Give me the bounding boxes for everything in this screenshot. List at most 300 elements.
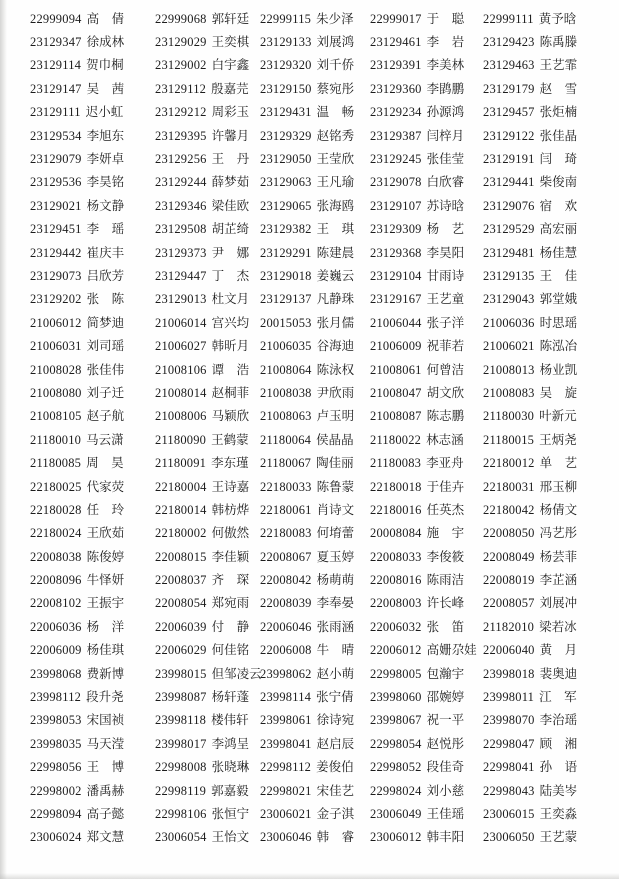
roster-entry — [260, 664, 370, 682]
student-id: 22998056 — [30, 760, 82, 775]
roster-entry — [30, 734, 155, 752]
table-row — [30, 638, 615, 661]
roster-entry — [30, 687, 155, 705]
roster-entry — [370, 383, 483, 401]
roster-entry — [260, 219, 370, 237]
student-id: 21006035 — [260, 339, 312, 354]
student-name: 李昊阳 — [426, 245, 465, 260]
roster-entry — [155, 734, 260, 752]
roster-table — [30, 6, 615, 848]
student-name: 闫梓月 — [426, 128, 465, 143]
student-name: 金子淇 — [316, 806, 355, 821]
table-row — [30, 123, 615, 146]
student-name: 王凡瑜 — [316, 175, 355, 190]
student-name: 黄 月 — [539, 643, 578, 658]
roster-entry — [30, 640, 155, 658]
roster-entry — [260, 55, 370, 73]
roster-entry — [260, 593, 370, 611]
roster-entry — [483, 453, 615, 471]
student-name: 王怡文 — [211, 830, 250, 845]
student-name: 侯晶晶 — [316, 432, 354, 447]
roster-entry — [30, 664, 155, 682]
student-name: 杨佳慧 — [539, 245, 578, 260]
student-name: 何傲然 — [211, 526, 250, 541]
roster-entry — [483, 149, 615, 167]
table-row — [30, 76, 615, 99]
roster-entry — [30, 336, 155, 354]
roster-entry — [260, 570, 370, 588]
student-id: 21180090 — [155, 432, 207, 447]
student-name: 高姗尕娃 — [426, 643, 477, 658]
student-name: 郑文慧 — [86, 830, 125, 845]
student-name: 黄予晗 — [538, 11, 577, 26]
roster-entry — [483, 687, 615, 705]
student-name: 王鹤蒙 — [211, 432, 249, 447]
roster-entry — [155, 32, 260, 50]
table-row — [30, 801, 615, 824]
student-name: 施 宇 — [426, 526, 465, 541]
table-row — [30, 6, 615, 29]
student-id: 22008039 — [260, 596, 312, 611]
student-id: 22999111 — [483, 11, 534, 26]
roster-entry — [260, 710, 370, 728]
student-name: 白宇鑫 — [211, 58, 250, 73]
student-id: 23129382 — [260, 222, 312, 237]
table-row — [30, 684, 615, 707]
roster-entry — [483, 219, 615, 237]
student-id: 21006014 — [155, 315, 207, 330]
student-id: 23129179 — [483, 81, 535, 96]
roster-entry — [155, 79, 260, 97]
roster-entry — [483, 781, 615, 799]
roster-entry — [370, 547, 483, 565]
student-name: 冯艺彤 — [539, 526, 578, 541]
student-name: 杨 艺 — [426, 222, 465, 237]
student-name: 顾 湘 — [539, 736, 578, 751]
student-id: 23129050 — [260, 152, 312, 167]
student-id: 23998070 — [483, 713, 535, 728]
student-name: 赵悦彤 — [426, 736, 465, 751]
student-name: 潘禹赫 — [86, 783, 125, 798]
roster-entry — [483, 196, 615, 214]
student-name: 何堉蕾 — [316, 526, 355, 541]
student-name: 陈泳权 — [316, 362, 355, 377]
student-name: 杨业凯 — [539, 362, 578, 377]
roster-entry — [155, 500, 260, 518]
roster-entry — [370, 266, 483, 284]
student-name: 徐诗宛 — [316, 713, 355, 728]
student-id: 21008064 — [260, 362, 312, 377]
student-name: 简梦迪 — [86, 315, 125, 330]
roster-entry — [483, 32, 615, 50]
roster-entry — [483, 570, 615, 588]
student-name: 韩枋烨 — [211, 502, 250, 517]
student-id: 22008042 — [260, 573, 312, 588]
student-id: 23129107 — [370, 198, 422, 213]
student-name: 赵子航 — [86, 409, 125, 424]
roster-entry — [155, 570, 260, 588]
student-name: 李昊铭 — [86, 175, 125, 190]
roster-entry — [370, 172, 483, 190]
roster-entry — [370, 360, 483, 378]
roster-entry — [260, 313, 370, 331]
table-row — [30, 333, 615, 356]
student-name: 李美林 — [426, 58, 465, 73]
roster-entry — [155, 664, 260, 682]
student-id: 23129481 — [483, 245, 535, 260]
student-id: 22006008 — [260, 643, 312, 658]
student-name: 高子懿 — [86, 806, 125, 821]
roster-entry — [260, 781, 370, 799]
student-name: 任 玲 — [86, 502, 125, 517]
student-id: 23129021 — [30, 198, 82, 213]
roster-entry — [483, 172, 615, 190]
table-row — [30, 217, 615, 240]
roster-entry — [30, 827, 155, 845]
roster-entry — [260, 126, 370, 144]
student-id: 22180024 — [30, 526, 82, 541]
roster-entry — [155, 827, 260, 845]
student-id: 22998041 — [483, 760, 535, 775]
student-id: 23129360 — [370, 81, 422, 96]
student-id: 23998067 — [370, 713, 422, 728]
student-id: 22180004 — [155, 479, 207, 494]
student-id: 21180022 — [370, 432, 422, 447]
roster-entry — [155, 336, 260, 354]
roster-entry — [370, 734, 483, 752]
student-name: 郑宛雨 — [211, 596, 250, 611]
student-id: 23129114 — [30, 58, 82, 73]
student-id: 23998017 — [155, 736, 207, 751]
student-name: 张子洋 — [426, 315, 465, 330]
roster-entry — [30, 804, 155, 822]
student-id: 23129111 — [30, 105, 81, 120]
student-id: 23998061 — [260, 713, 312, 728]
student-name: 韩丰阳 — [426, 830, 465, 845]
student-name: 刘司瑶 — [86, 339, 125, 354]
roster-entry — [260, 9, 370, 27]
student-name: 蔡宛彤 — [316, 81, 355, 96]
table-row — [30, 310, 615, 333]
roster-entry — [370, 570, 483, 588]
student-name: 杨萌萌 — [316, 573, 355, 588]
roster-entry — [370, 243, 483, 261]
student-name: 肖诗文 — [316, 502, 355, 517]
roster-entry — [30, 313, 155, 331]
student-id: 23129104 — [370, 268, 422, 283]
student-id: 23129244 — [155, 175, 207, 190]
student-id: 23129167 — [370, 292, 422, 307]
student-name: 刘千侨 — [316, 58, 355, 73]
student-id: 20008084 — [370, 526, 422, 541]
student-id: 23129078 — [370, 175, 422, 190]
student-name: 杨文静 — [86, 198, 125, 213]
roster-entry — [483, 523, 615, 541]
roster-entry — [370, 500, 483, 518]
student-name: 徐成林 — [86, 35, 125, 50]
student-id: 23129442 — [30, 245, 82, 260]
student-name: 李 瑶 — [86, 222, 125, 237]
student-name: 薛梦茹 — [211, 175, 250, 190]
student-name: 裴奥迪 — [539, 666, 578, 681]
student-name: 杨佳琪 — [86, 643, 125, 658]
student-id: 22998119 — [155, 783, 207, 798]
roster-entry — [483, 383, 615, 401]
student-name: 杨 洋 — [86, 619, 125, 634]
student-id: 21180030 — [483, 409, 535, 424]
roster-entry — [483, 734, 615, 752]
student-id: 21180085 — [30, 456, 82, 471]
student-name: 张月儒 — [316, 315, 355, 330]
roster-entry — [370, 126, 483, 144]
student-id: 21008013 — [483, 362, 535, 377]
roster-entry — [30, 32, 155, 50]
student-name: 但邹凌云 — [211, 666, 262, 681]
student-name: 吴 茜 — [86, 81, 125, 96]
roster-entry — [155, 243, 260, 261]
roster-entry — [30, 570, 155, 588]
student-name: 陈建晨 — [316, 245, 355, 260]
roster-entry — [30, 617, 155, 635]
student-name: 杨倩文 — [539, 502, 578, 517]
student-id: 22008016 — [370, 573, 422, 588]
student-name: 李鸿呈 — [211, 736, 250, 751]
roster-entry — [370, 55, 483, 73]
student-id: 22998112 — [260, 760, 312, 775]
student-id: 22998106 — [155, 806, 207, 821]
student-id: 22180002 — [155, 526, 207, 541]
student-id: 21008038 — [260, 385, 312, 400]
student-id: 22998024 — [370, 783, 422, 798]
student-id: 23998015 — [155, 666, 207, 681]
student-id: 22998043 — [483, 783, 535, 798]
student-id: 23129063 — [260, 175, 312, 190]
student-name: 张佳伟 — [86, 362, 125, 377]
student-id: 23129451 — [30, 222, 82, 237]
student-name: 刘展鸿 — [316, 35, 355, 50]
student-id: 23129534 — [30, 128, 82, 143]
student-id: 23129043 — [483, 292, 535, 307]
student-id: 23129387 — [370, 128, 422, 143]
roster-entry — [260, 383, 370, 401]
roster-entry — [260, 172, 370, 190]
roster-entry — [30, 593, 155, 611]
student-id: 21006036 — [483, 315, 535, 330]
roster-entry — [155, 9, 260, 27]
student-id: 22180033 — [260, 479, 312, 494]
student-id: 21180010 — [30, 432, 82, 447]
roster-entry — [155, 593, 260, 611]
roster-entry — [260, 289, 370, 307]
roster-entry — [155, 149, 260, 167]
student-name: 王艺蒙 — [539, 830, 578, 845]
student-name: 凡静珠 — [316, 292, 355, 307]
student-id: 23129013 — [155, 292, 207, 307]
student-name: 张海鸥 — [316, 198, 355, 213]
student-name: 单 艺 — [539, 456, 578, 471]
student-id: 20015053 — [260, 315, 312, 330]
student-name: 李佳颖 — [211, 549, 250, 564]
student-id: 21008047 — [370, 385, 422, 400]
student-id: 22008050 — [483, 526, 535, 541]
scan-shadow-bottom — [0, 873, 619, 879]
student-id: 22180012 — [483, 456, 535, 471]
student-name: 张佳晶 — [539, 128, 578, 143]
student-name: 刘子迁 — [86, 385, 125, 400]
student-id: 22008037 — [155, 573, 207, 588]
student-id: 22998021 — [260, 783, 312, 798]
roster-entry — [155, 360, 260, 378]
student-name: 尹 娜 — [211, 245, 250, 260]
student-id: 23998087 — [155, 690, 207, 705]
student-id: 23998060 — [370, 690, 422, 705]
student-name: 丁 杰 — [211, 268, 250, 283]
roster-entry — [155, 313, 260, 331]
student-name: 齐 琛 — [211, 573, 250, 588]
student-id: 22006046 — [260, 619, 312, 634]
student-name: 林志涵 — [426, 432, 464, 447]
roster-entry — [370, 664, 483, 682]
student-name: 王奕淼 — [539, 806, 578, 821]
student-id: 23998018 — [483, 666, 535, 681]
student-name: 王诗嘉 — [211, 479, 250, 494]
student-name: 韩昕月 — [211, 339, 250, 354]
student-name: 陈志鹏 — [426, 409, 465, 424]
student-id: 23006054 — [155, 830, 207, 845]
roster-entry — [260, 827, 370, 845]
student-name: 陆美岑 — [539, 783, 578, 798]
student-id: 22180031 — [483, 479, 535, 494]
student-name: 李奉晏 — [316, 596, 355, 611]
student-name: 白欣睿 — [426, 175, 465, 190]
roster-entry — [155, 804, 260, 822]
table-row — [30, 755, 615, 778]
roster-entry — [155, 687, 260, 705]
student-id: 22998002 — [30, 783, 82, 798]
roster-entry — [483, 266, 615, 284]
student-name: 于 聪 — [426, 11, 465, 26]
student-name: 孙 语 — [539, 760, 578, 775]
student-id: 21008063 — [260, 409, 312, 424]
table-row — [30, 287, 615, 310]
student-name: 马天滢 — [86, 736, 125, 751]
roster-entry — [483, 55, 615, 73]
student-id: 22006012 — [370, 643, 422, 658]
student-id: 22180042 — [483, 502, 535, 517]
student-id: 23998011 — [483, 690, 535, 705]
table-row — [30, 614, 615, 637]
student-id: 23998053 — [30, 713, 82, 728]
roster-entry — [30, 781, 155, 799]
roster-entry — [483, 617, 615, 635]
student-name: 江 军 — [539, 690, 577, 705]
student-id: 23006050 — [483, 830, 535, 845]
roster-entry — [155, 617, 260, 635]
roster-entry — [260, 266, 370, 284]
student-name: 卢玉明 — [316, 409, 355, 424]
table-row — [30, 427, 615, 450]
student-name: 牛怿妍 — [86, 573, 125, 588]
student-name: 陈雨洁 — [426, 573, 465, 588]
student-name: 李俊筱 — [426, 549, 465, 564]
table-row — [30, 100, 615, 123]
student-id: 22180061 — [260, 502, 312, 517]
roster-entry — [155, 640, 260, 658]
roster-entry — [30, 102, 155, 120]
student-id: 23006021 — [260, 806, 312, 821]
student-id: 21008006 — [155, 409, 207, 424]
roster-entry — [483, 289, 615, 307]
roster-entry — [370, 219, 483, 237]
table-row — [30, 29, 615, 52]
student-id: 22999068 — [155, 11, 207, 26]
roster-entry — [483, 664, 615, 682]
roster-entry — [30, 9, 155, 27]
student-name: 迟小虹 — [85, 105, 124, 120]
student-id: 21180064 — [260, 432, 312, 447]
student-id: 23129133 — [260, 35, 312, 50]
student-id: 22008057 — [483, 596, 535, 611]
student-name: 赵桐菲 — [211, 385, 250, 400]
roster-entry — [260, 453, 370, 471]
student-id: 22180016 — [370, 502, 422, 517]
roster-entry — [370, 149, 483, 167]
student-name: 许馨月 — [211, 128, 250, 143]
student-name: 李妍卓 — [86, 152, 125, 167]
roster-entry — [260, 79, 370, 97]
roster-entry — [370, 102, 483, 120]
student-name: 高宏丽 — [539, 222, 578, 237]
student-name: 王炳尧 — [539, 432, 577, 447]
roster-entry — [483, 9, 615, 27]
student-id: 22008019 — [483, 573, 535, 588]
student-name: 胡芷绮 — [211, 222, 250, 237]
student-name: 段佳奇 — [426, 760, 465, 775]
student-name: 赵启辰 — [316, 736, 355, 751]
student-id: 22998094 — [30, 806, 82, 821]
student-name: 祝菲若 — [426, 339, 465, 354]
table-row — [30, 404, 615, 427]
student-id: 23129461 — [370, 35, 422, 50]
student-name: 贺巾桐 — [86, 58, 124, 73]
student-id: 22008038 — [30, 549, 82, 564]
student-name: 殷嘉芫 — [211, 81, 249, 96]
roster-entry — [155, 406, 260, 424]
student-name: 宋佳艺 — [316, 783, 355, 798]
student-id: 21006009 — [370, 339, 422, 354]
roster-entry — [260, 149, 370, 167]
roster-entry — [483, 710, 615, 728]
student-id: 22180028 — [30, 502, 82, 517]
student-id: 22006029 — [155, 643, 207, 658]
table-row — [30, 521, 615, 544]
roster-entry — [370, 804, 483, 822]
roster-entry — [483, 406, 615, 424]
roster-entry — [483, 827, 615, 845]
student-name: 陈泓冶 — [539, 339, 578, 354]
roster-entry — [483, 430, 615, 448]
student-name: 陶佳丽 — [316, 456, 354, 471]
student-name: 陈鲁蒙 — [316, 479, 355, 494]
roster-entry — [30, 430, 155, 448]
roster-entry — [483, 79, 615, 97]
student-name: 郭轩廷 — [211, 11, 250, 26]
student-id: 23006015 — [483, 806, 535, 821]
roster-entry — [30, 383, 155, 401]
table-row — [30, 357, 615, 380]
student-name: 马颖欣 — [211, 409, 250, 424]
student-name: 李芷涵 — [539, 573, 578, 588]
